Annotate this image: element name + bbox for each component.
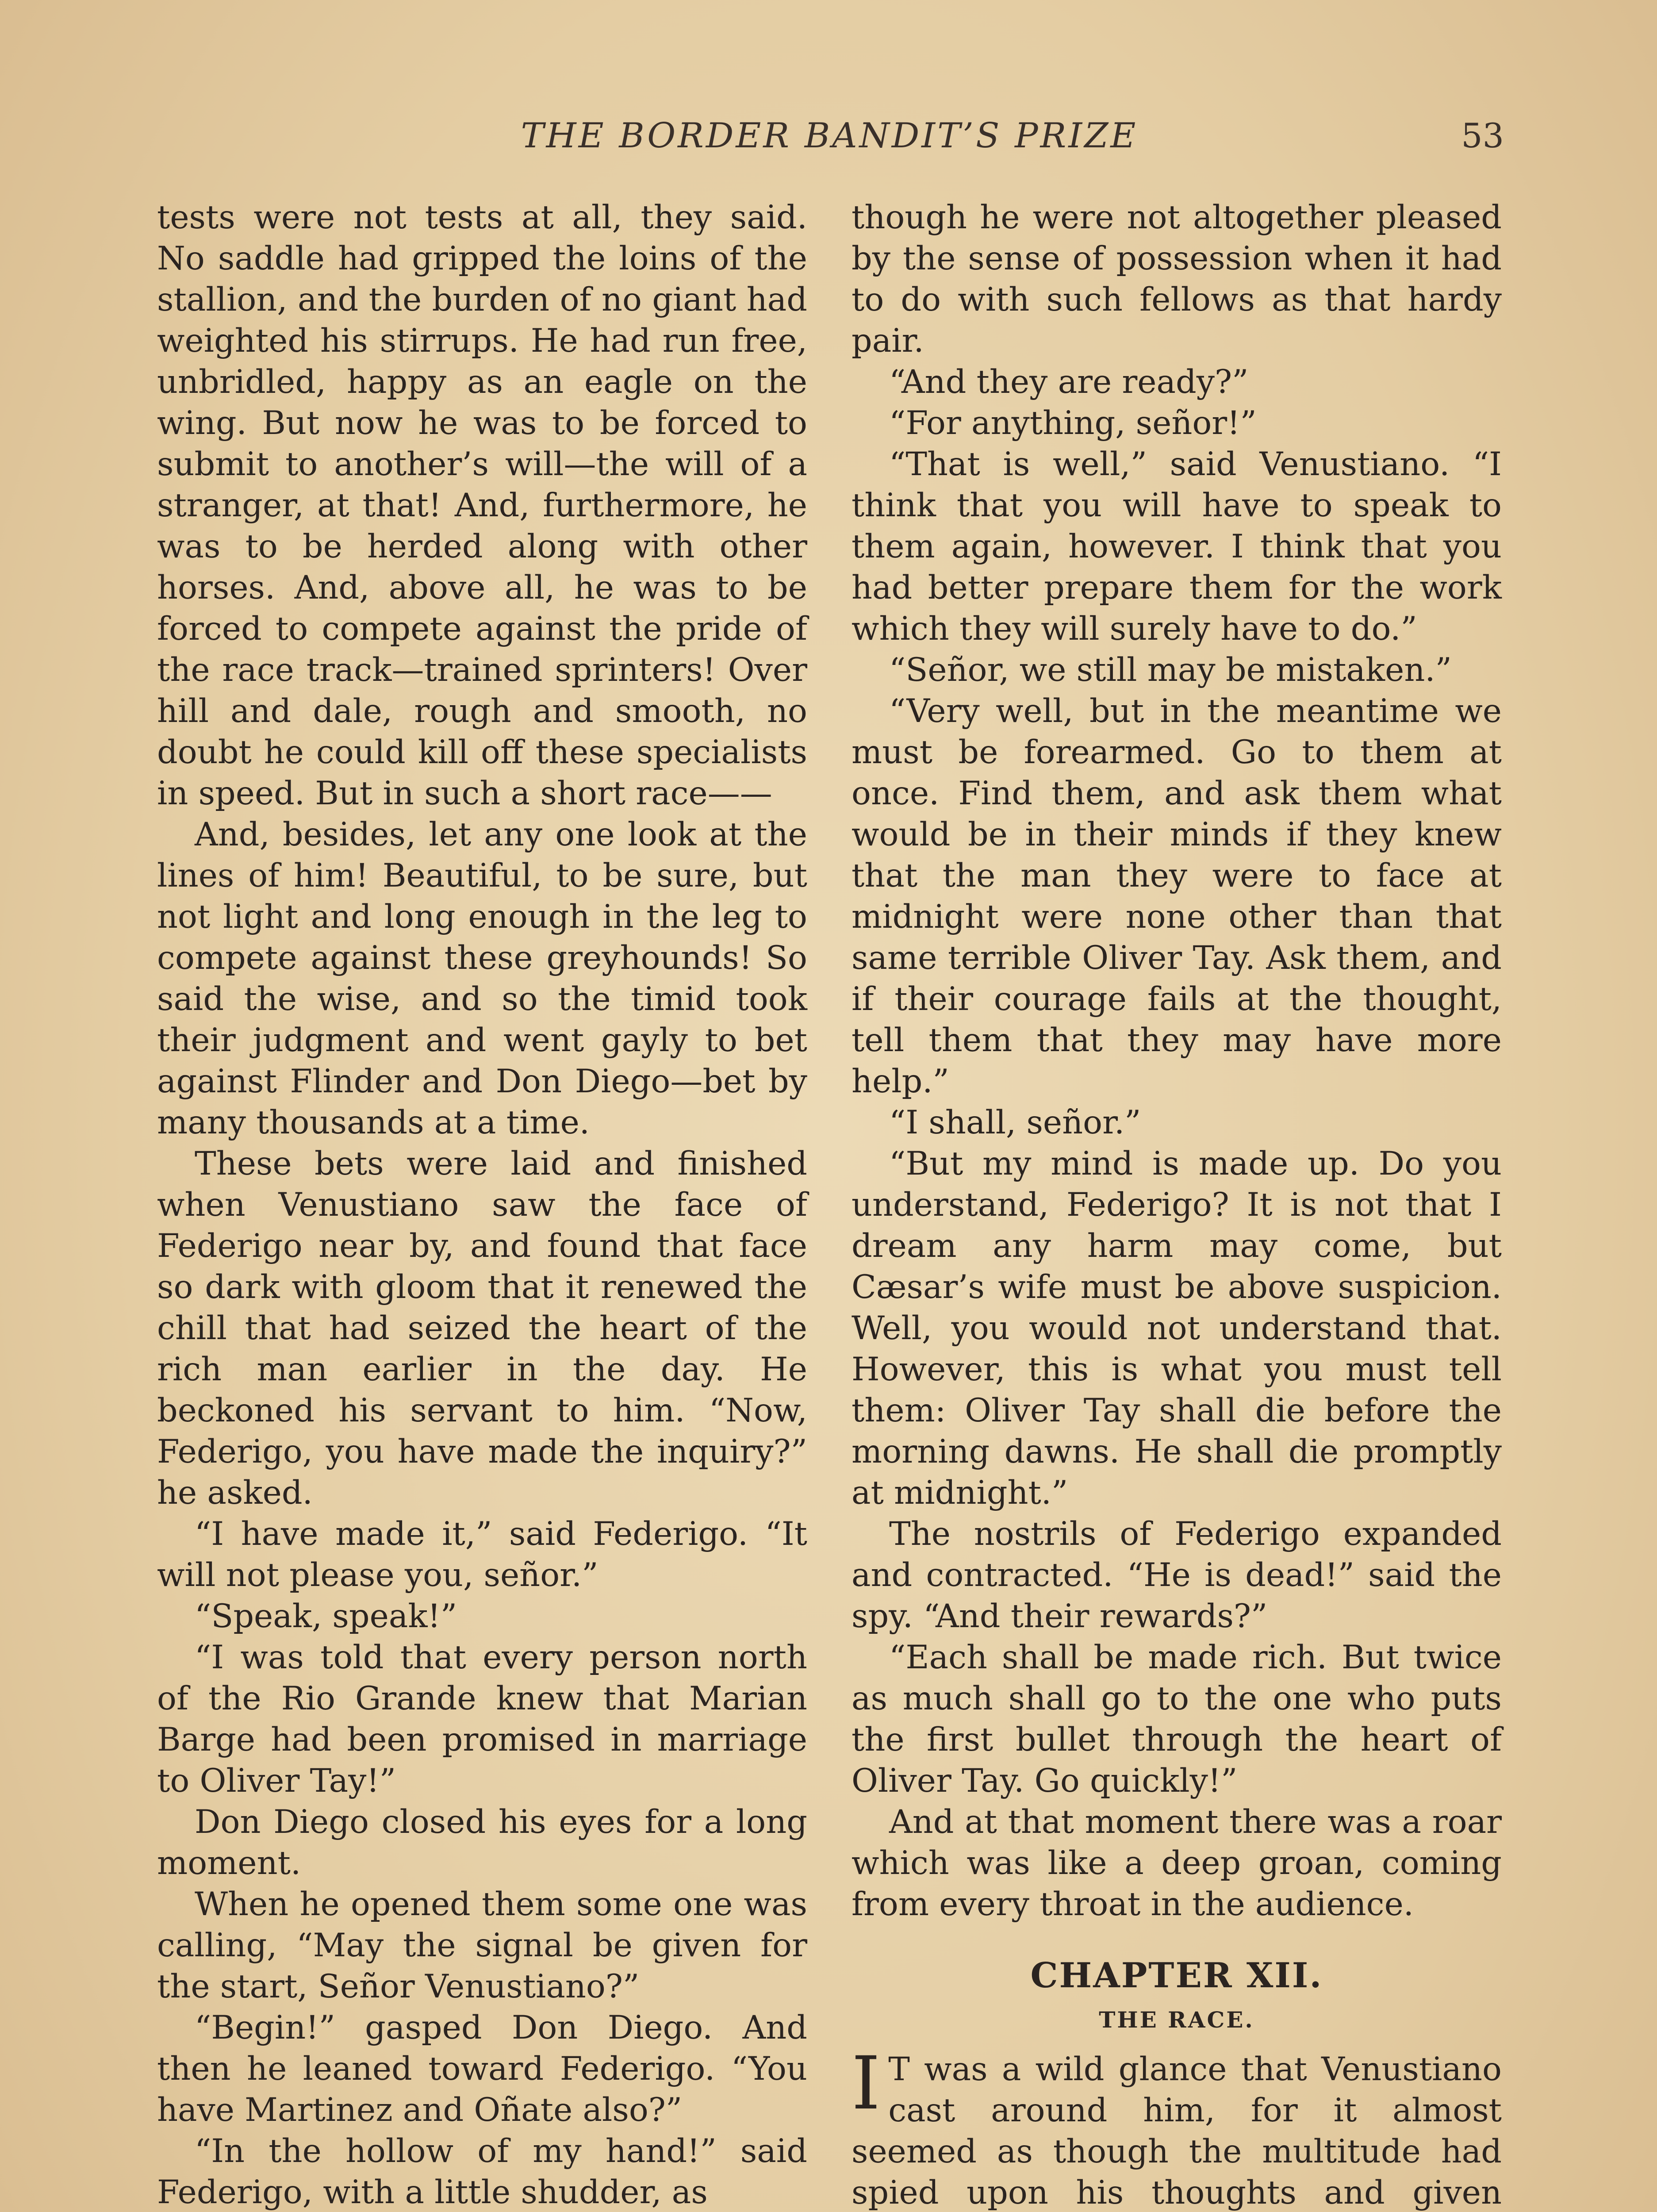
paragraph: “For anything, señor!” xyxy=(889,404,1257,442)
chapter-opening-text: T was a wild glance that Venustiano cast around him, for it almost seemed as though the multitude had spied upon his thoughts and given xyxy=(852,2051,1502,2212)
paragraph: And at that moment there was a roar which was like a deep groan, coming from every throat in the audience. xyxy=(852,1803,1502,1923)
paragraph: “Each shall be made rich. But twice as much shall go to the one who puts the first bullet through the heart of Oliver Tay. Go quickly!” xyxy=(852,1639,1502,1800)
paragraph: And, besides, let any one look at the lines of him! Beautiful, to be sure, but not light and long enough in the leg to compete against these greyhounds! So said the wise, and so the timid took their judgment and went gayly to bet against Flinder and Don Diego—bet by many thousands at a time. xyxy=(157,816,807,1141)
paragraph: “And they are ready?” xyxy=(889,363,1249,401)
paragraph: “I was told that every person north of the Rio Grande knew that Marian Barge had been promised in marriage to Oliver Tay!” xyxy=(157,1639,807,1800)
paragraph: “Begin!” gasped Don Diego. And then he leaned toward Federigo. “You have Martinez and Oñate also?” xyxy=(157,2009,807,2129)
paragraph: Don Diego closed his eyes for a long moment. xyxy=(157,1803,807,1882)
paragraph: tests were not tests at all, they said. No saddle had gripped the loins of the stallion, and the burden of no giant had weighted his stirrups. He had run free, unbridled, happy as an eagle on the wing. But now he was to be forced to submit to another’s will—the will of a stranger, at that! And, furthermore, he was to be herded along with other horses. And, above all, he was to be forced to compete against the pride of the race track—trained sprinters! Over hill and dale, rough and smooth, no doubt he could kill off these specialists in speed. But in such a short race—— xyxy=(157,199,807,812)
section-gap xyxy=(852,1925,1502,1951)
running-title: THE BORDER BANDIT’S PRIZE xyxy=(521,116,1138,156)
paragraph: “But my mind is made up. Do you understand, Federigo? It is not that I dream any harm may come, but Cæsar’s wife must be above suspicion. Well, you would not understand that. However, this is what you must tell them: Oliver Tay shall die before the morning dawns. He shall die promptly at midnight.” xyxy=(852,1145,1502,1512)
chapter-opening-paragraph xyxy=(852,2041,1502,2212)
paragraph: “Speak, speak!” xyxy=(195,1598,457,1635)
chapter-subtitle: THE RACE. xyxy=(1099,2007,1254,2033)
drop-cap: I xyxy=(852,2041,881,2126)
paragraph: “I have made it,” said Federigo. “It will not please you, señor.” xyxy=(157,1515,807,1594)
left-column xyxy=(157,197,807,2212)
page-number: 53 xyxy=(1461,116,1504,155)
chapter-title: CHAPTER XII. xyxy=(1030,1955,1323,1996)
paragraph: “Very well, but in the meantime we must be forearmed. Go to them at once. Find them, and ask them what would be in their minds if they knew that the man they were to face at midnight were none other than that same terrible Oliver Tay. Ask them, and if their courage fails at the thought, tell them that they may have more help.” xyxy=(852,692,1502,1100)
paragraph: “In the hollow of my hand!” said Federigo, with a little shudder, as xyxy=(157,2132,807,2211)
right-column xyxy=(852,197,1502,2212)
running-header xyxy=(155,116,1504,173)
paragraph: though he were not altogether pleased by the sense of possession when it had to do with such fellows as that hardy pair. xyxy=(852,199,1502,360)
paragraph: “That is well,” said Venustiano. “I think that you will have to speak to them again, however. I think that you had better prepare them for the work which they will surely have to do.” xyxy=(852,445,1502,648)
paragraph: These bets were laid and finished when Venustiano saw the face of Federigo near by, and found that face so dark with gloom that it renewed the chill that had seized the heart of the rich man earlier in the day. He beckoned his servant to him. “Now, Federigo, you have made the inquiry?” he asked. xyxy=(157,1145,807,1512)
paragraph: The nostrils of Federigo expanded and contracted. “He is dead!” said the spy. “And their rewards?” xyxy=(852,1515,1502,1635)
paragraph: When he opened them some one was calling, “May the signal be given for the start, Señor Venustiano?” xyxy=(157,1886,807,2005)
paragraph: “Señor, we still may be mistaken.” xyxy=(889,651,1452,689)
paragraph: “I shall, señor.” xyxy=(889,1104,1141,1141)
